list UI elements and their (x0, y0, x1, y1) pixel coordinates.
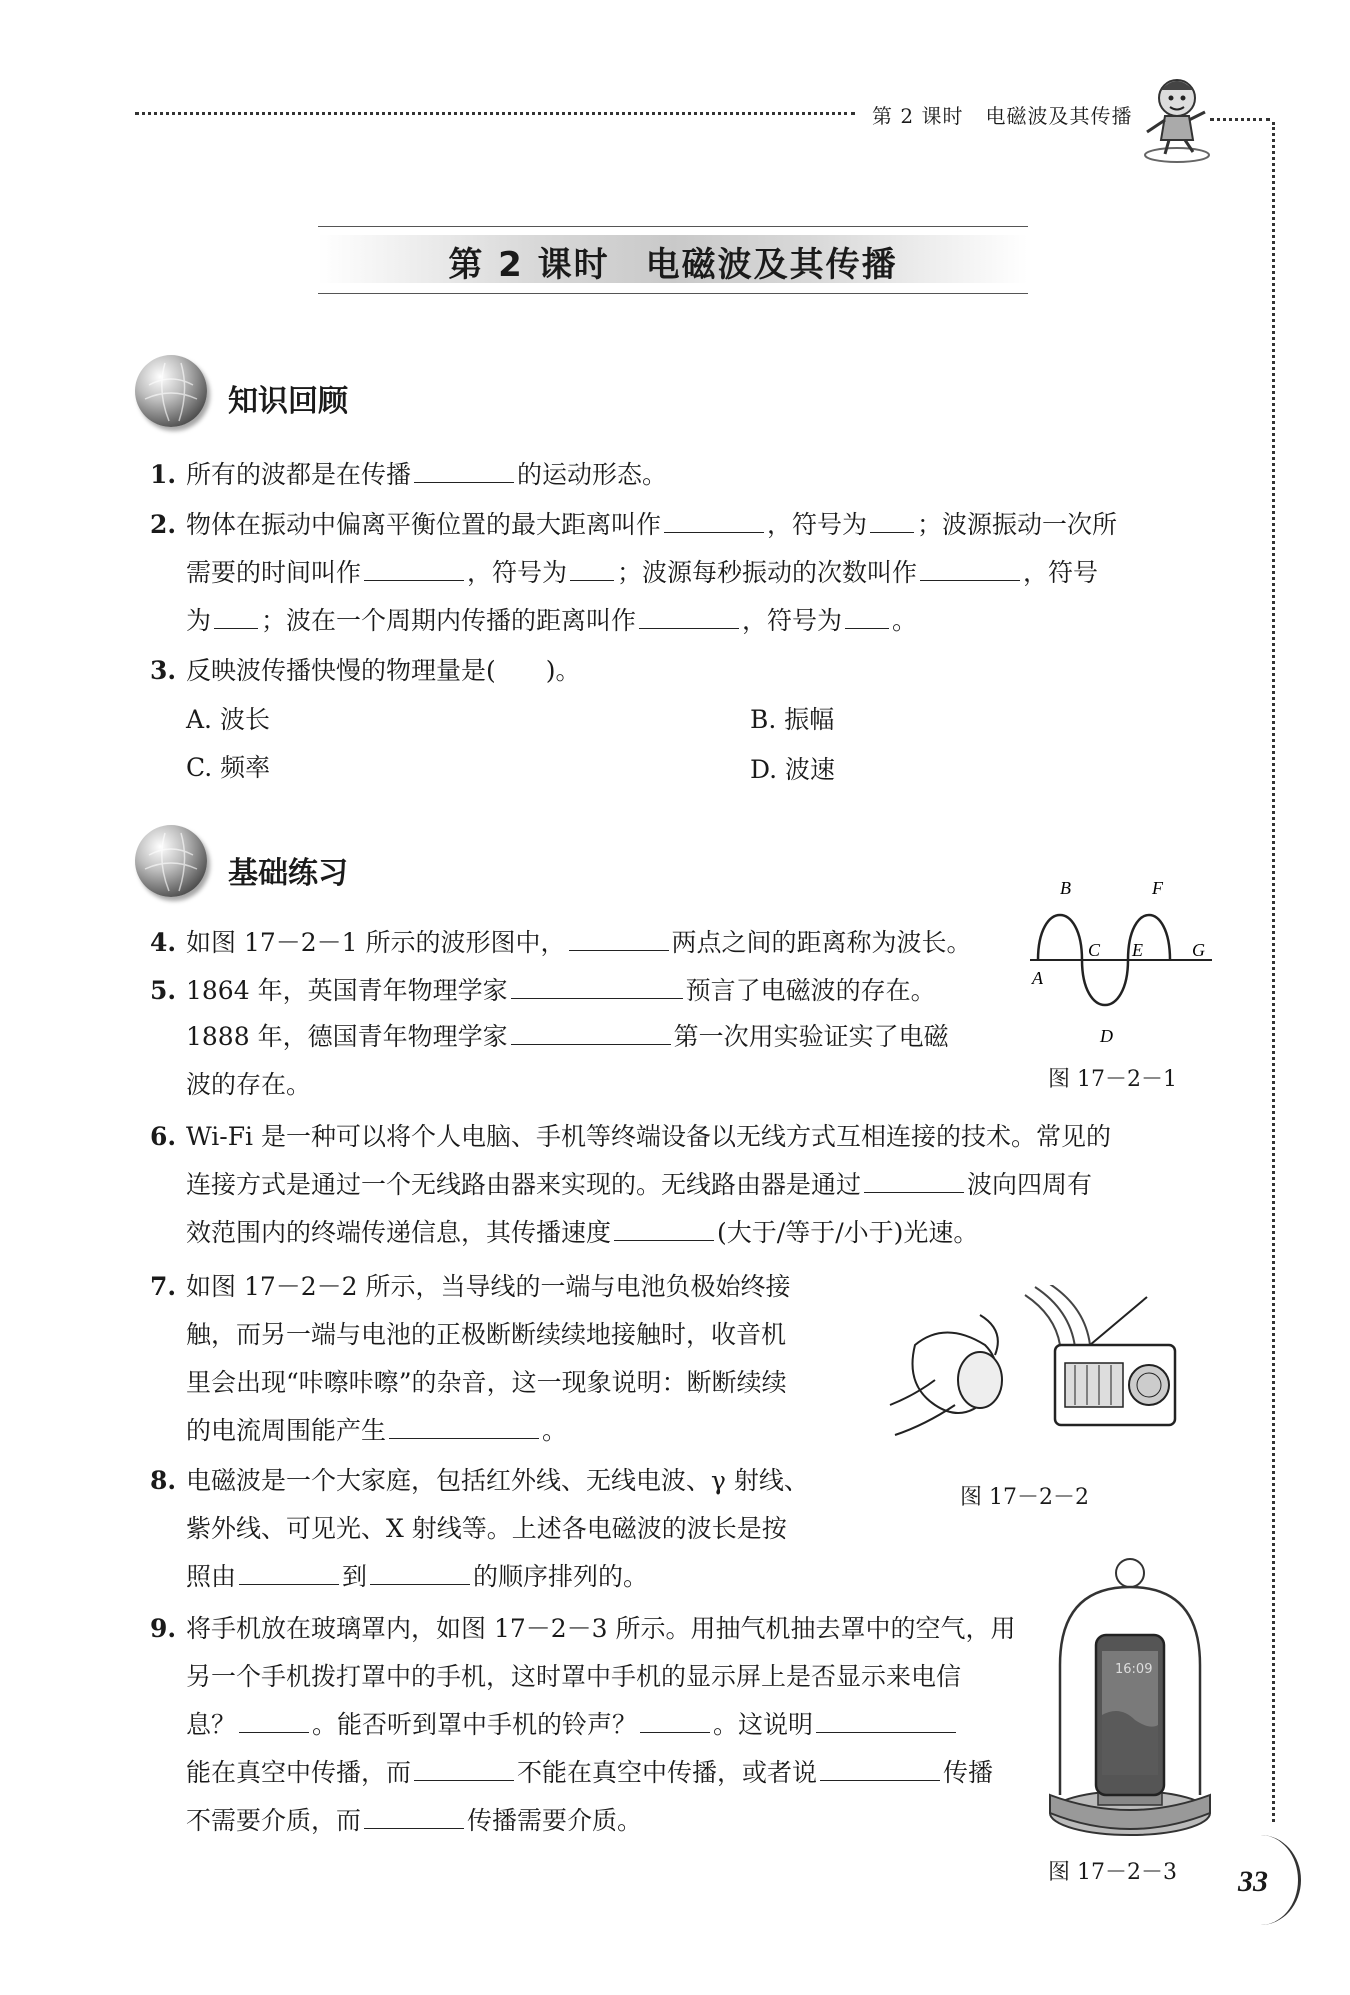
answer-blank[interactable] (569, 922, 669, 951)
answer-blank[interactable] (370, 1556, 470, 1585)
answer-blank[interactable] (511, 1016, 671, 1045)
option-d[interactable]: D. 波速 (750, 755, 836, 784)
question-2: 2. 物体在振动中偏离平衡位置的最大距离叫作 ，符号为 ；波源振动一次所 (150, 500, 1117, 550)
answer-blank[interactable] (614, 1212, 714, 1241)
answer-blank[interactable] (570, 552, 614, 581)
option-b[interactable]: B. 振幅 (750, 705, 835, 734)
wave-label-e: E (1132, 940, 1143, 960)
figure-caption-3: 图 17－2－3 (1048, 1860, 1177, 1885)
answer-blank[interactable] (239, 1704, 309, 1733)
question-7: 7. 如图 17－2－2 所示，当导线的一端与电池负极始终接 (150, 1272, 791, 1301)
answer-blank[interactable] (864, 1164, 964, 1193)
answer-blank[interactable] (414, 454, 514, 483)
wave-label-f: F (1152, 880, 1163, 898)
header-lesson: 第 2 课时 (872, 104, 964, 128)
answer-blank[interactable] (820, 1752, 940, 1781)
question-4: 4. 如图 17－2－1 所示的波形图中， 两点之间的距离称为波长。 (150, 918, 972, 968)
option-a[interactable]: A. 波长 (186, 705, 270, 734)
lesson-title-banner (318, 226, 1028, 294)
cartoon-boy-icon (1135, 70, 1215, 165)
answer-blank[interactable] (389, 1410, 539, 1439)
answer-blank[interactable] (511, 970, 683, 999)
wave-label-d: D (1100, 1026, 1113, 1046)
header-dotted-rule-right (1210, 118, 1270, 121)
answer-blank[interactable] (414, 1752, 514, 1781)
question-9: 9. 将手机放在玻璃罩内，如图 17－2－3 所示。用抽气机抽去罩中的空气，用 (150, 1614, 1016, 1643)
page-number: 33 (1238, 1865, 1268, 1898)
question-5: 5. 1864 年，英国青年物理学家 预言了电磁波的存在。 (150, 966, 936, 1016)
globe-icon (135, 355, 207, 427)
radio-battery-figure (885, 1285, 1185, 1455)
right-margin-dotted-rule (1272, 122, 1275, 1822)
answer-blank[interactable] (640, 1704, 710, 1733)
header-topic: 电磁波及其传播 (985, 104, 1133, 128)
header-dotted-rule (135, 112, 855, 115)
option-c[interactable]: C. 频率 (186, 753, 271, 782)
answer-blank[interactable] (664, 504, 764, 533)
question-6: 6. Wi-Fi 是一种可以将个人电脑、手机等终端设备以无线方式互相连接的技术。常见的 (150, 1122, 1111, 1151)
running-header (872, 100, 1132, 129)
phone-clock: 16:09 (1115, 1662, 1153, 1677)
answer-blank[interactable] (920, 552, 1020, 581)
figure-caption-2: 图 17－2－2 (960, 1485, 1089, 1510)
answer-blank[interactable] (845, 600, 889, 629)
answer-blank[interactable] (364, 552, 464, 581)
question-3: 3. 反映波传播快慢的物理量是( )。 (150, 656, 581, 685)
page-title: 第 2 课时 电磁波及其传播 (448, 245, 898, 285)
section-title-practice: 基础练习 (228, 856, 348, 891)
section-title-review: 知识回顾 (228, 384, 348, 419)
wave-label-g: G (1192, 940, 1205, 960)
answer-blank[interactable] (239, 1556, 339, 1585)
answer-blank[interactable] (639, 600, 739, 629)
bell-jar-phone-figure (1040, 1555, 1220, 1845)
globe-icon (135, 825, 207, 897)
wave-label-b: B (1060, 880, 1071, 898)
wave-label-a: A (1032, 968, 1043, 988)
wave-diagram (1020, 880, 1220, 1055)
question-1: 1. 所有的波都是在传播 的运动形态。 (150, 450, 667, 500)
answer-blank[interactable] (364, 1800, 464, 1829)
answer-blank[interactable] (816, 1704, 956, 1733)
figure-caption-1: 图 17－2－1 (1048, 1067, 1177, 1092)
wave-label-c: C (1088, 940, 1101, 960)
question-8: 8. 电磁波是一个大家庭，包括红外线、无线电波、γ 射线、 (150, 1466, 809, 1495)
answer-blank[interactable] (214, 600, 258, 629)
answer-blank[interactable] (870, 504, 914, 533)
